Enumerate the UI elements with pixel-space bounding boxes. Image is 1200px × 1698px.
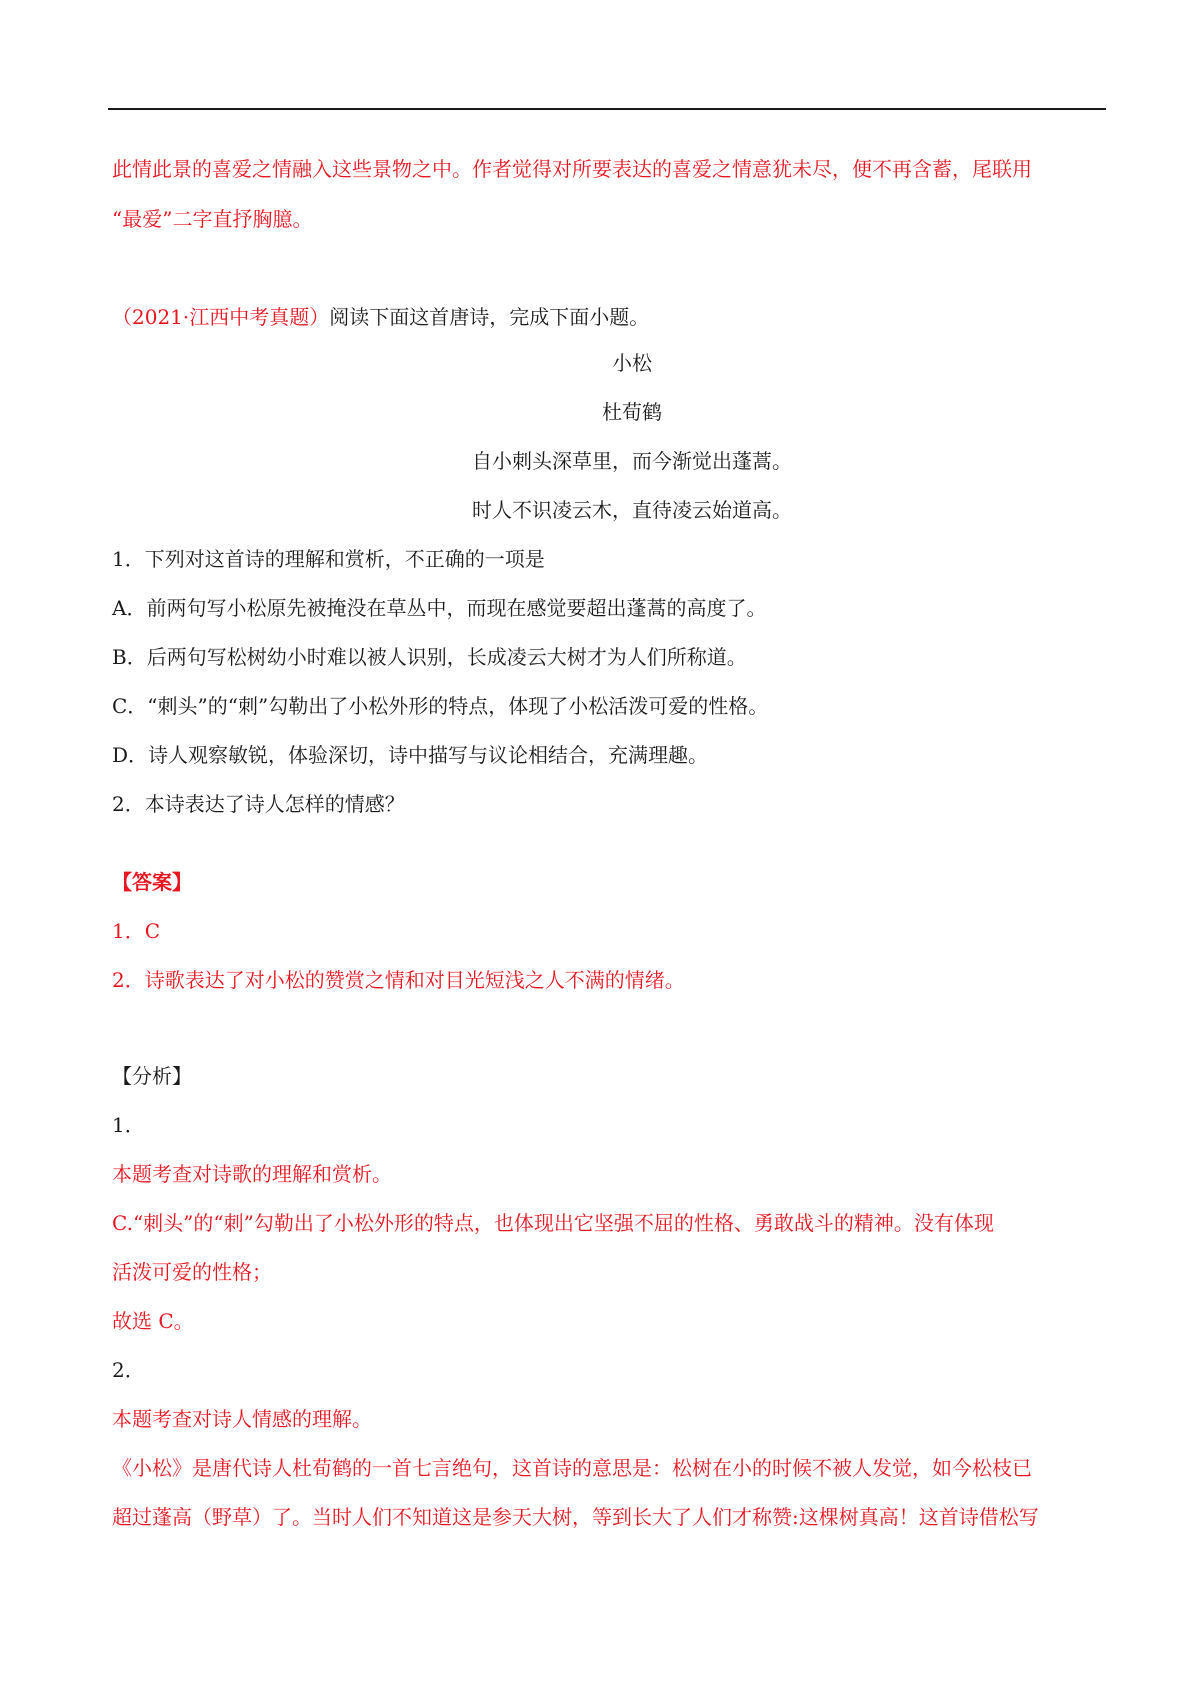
question-2: 2．本诗表达了诗人怎样的情感？ — [112, 792, 405, 816]
intro-line-2: “最爱”二字直抒胸臆。 — [112, 207, 313, 231]
answer-2: 2．诗歌表达了对小松的赞赏之情和对目光短浅之人不满的情绪。 — [112, 968, 685, 992]
analysis-para-7: 超过蓬高（野草）了。当时人们不知道这是参天大树，等到长大了人们才称赞:这棵树真高！这首诗借松写 — [112, 1505, 1039, 1529]
analysis-para-5: 本题考查对诗人情感的理解。 — [112, 1407, 372, 1431]
analysis-para-3: 活泼可爱的性格； — [112, 1260, 272, 1284]
answer-heading: 【答案】 — [112, 870, 192, 894]
analysis-num-1: 1． — [112, 1113, 145, 1137]
analysis-num-2: 2． — [112, 1358, 145, 1382]
intro-line-1: 此情此景的喜爱之情融入这些景物之中。作者觉得对所要表达的喜爱之情意犹未尽，便不再含蓄，尾联用 — [112, 157, 1032, 181]
analysis-para-1: 本题考查对诗歌的理解和赏析。 — [112, 1162, 392, 1186]
question-1: 1．下列对这首诗的理解和赏析，不正确的一项是 — [112, 547, 545, 571]
header-rule — [108, 108, 1106, 110]
option-a: A．前两句写小松原先被掩没在草丛中，而现在感觉要超出蓬蒿的高度了。 — [112, 596, 767, 620]
poem-author: 杜荀鹤 — [602, 400, 662, 424]
option-c: C．“刺头”的“刺”勾勒出了小松外形的特点，体现了小松活泼可爱的性格。 — [112, 694, 769, 718]
option-b: B．后两句写松树幼小时难以被人识别，长成凌云大树才为人们所称道。 — [112, 645, 747, 669]
poem-line-2: 时人不识凌云木，直待凌云始道高。 — [472, 498, 792, 522]
question-header — [112, 303, 649, 331]
analysis-para-2: C.“刺头”的“刺”勾勒出了小松外形的特点，也体现出它坚强不屈的性格、勇敢战斗的精神。没有体现 — [112, 1211, 994, 1235]
poem-line-1: 自小刺头深草里，而今渐觉出蓬蒿。 — [472, 449, 792, 473]
question-source: （2021·江西中考真题） — [112, 305, 330, 329]
analysis-para-6: 《小松》是唐代诗人杜荀鹤的一首七言绝句，这首诗的意思是：松树在小的时候不被人发觉，如今松枝已 — [112, 1456, 1032, 1480]
analysis-para-4: 故选 C。 — [112, 1309, 194, 1333]
question-prompt: 阅读下面这首唐诗，完成下面小题。 — [329, 305, 650, 329]
poem-title: 小松 — [612, 351, 652, 375]
analysis-heading: 【分析】 — [112, 1064, 192, 1088]
answer-1: 1．C — [112, 919, 161, 943]
option-d: D．诗人观察敏锐，体验深切，诗中描写与议论相结合，充满理趣。 — [112, 743, 709, 767]
